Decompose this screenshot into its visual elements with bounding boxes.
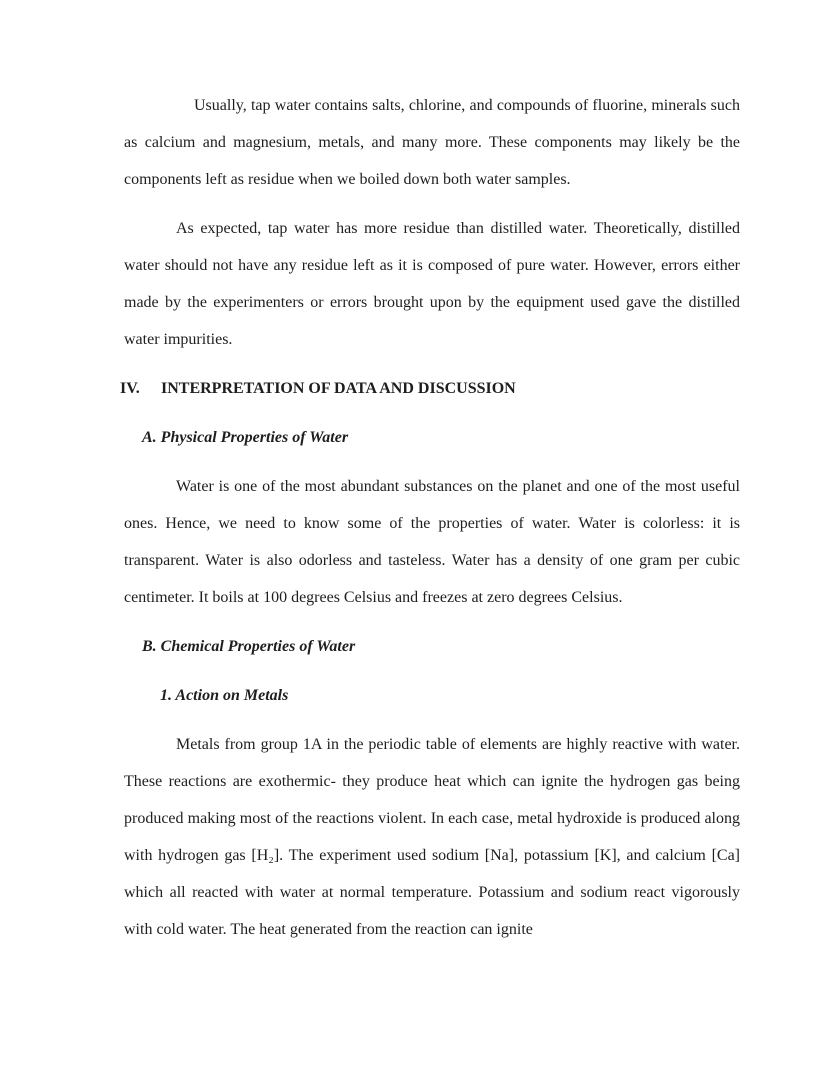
- subsubsection-1-action-on-metals: 1. Action on Metals: [160, 687, 289, 704]
- paragraph-action-on-metals: Metals from group 1A in the periodic table of elements are highly reactive with water. These reactions are exothermic- they produce heat which can ignite the hydrogen gas being produced making most of the reactions violent. In each case, metal hydroxide is produced along with hydrogen gas [H₂]. The experiment used sodium [Na], potassium [K], and calcium [Ca] which all reacted with water at normal temperature. Potassium and sodium react vigorously with cold water. The heat generated from the reaction can ignite: [124, 736, 740, 938]
- section-number: IV.: [120, 380, 140, 397]
- subsection-a-physical-properties: A. Physical Properties of Water: [142, 429, 349, 446]
- subsection-b-chemical-properties: B. Chemical Properties of Water: [142, 638, 356, 655]
- paragraph-residue-comparison: As expected, tap water has more residue than distilled water. Theoretically, distilled water should not have any residue left as it is composed of pure water. However, errors either made by the experimenters or errors brought upon by the equipment used gave the distilled water impurities.: [124, 220, 740, 348]
- section-heading-iv: [120, 370, 740, 407]
- paragraph-physical-properties: Water is one of the most abundant substances on the planet and one of the most useful ones. Hence, we need to know some of the properties of water. Water is colorless: it is transparent. Water is also odorless and tasteless. Water has a density of one gram per cubic centimeter. It boils at 100 degrees Celsius and freezes at zero degrees Celsius.: [124, 478, 740, 606]
- section-title: INTERPRETATION OF DATA AND DISCUSSION: [161, 380, 516, 397]
- paragraph-tap-water-components: Usually, tap water contains salts, chlorine, and compounds of fluorine, minerals such as calcium and magnesium, metals, and many more. These components may likely be the components left as residue when we boiled down both water samples.: [124, 97, 740, 188]
- document-content: [120, 87, 740, 960]
